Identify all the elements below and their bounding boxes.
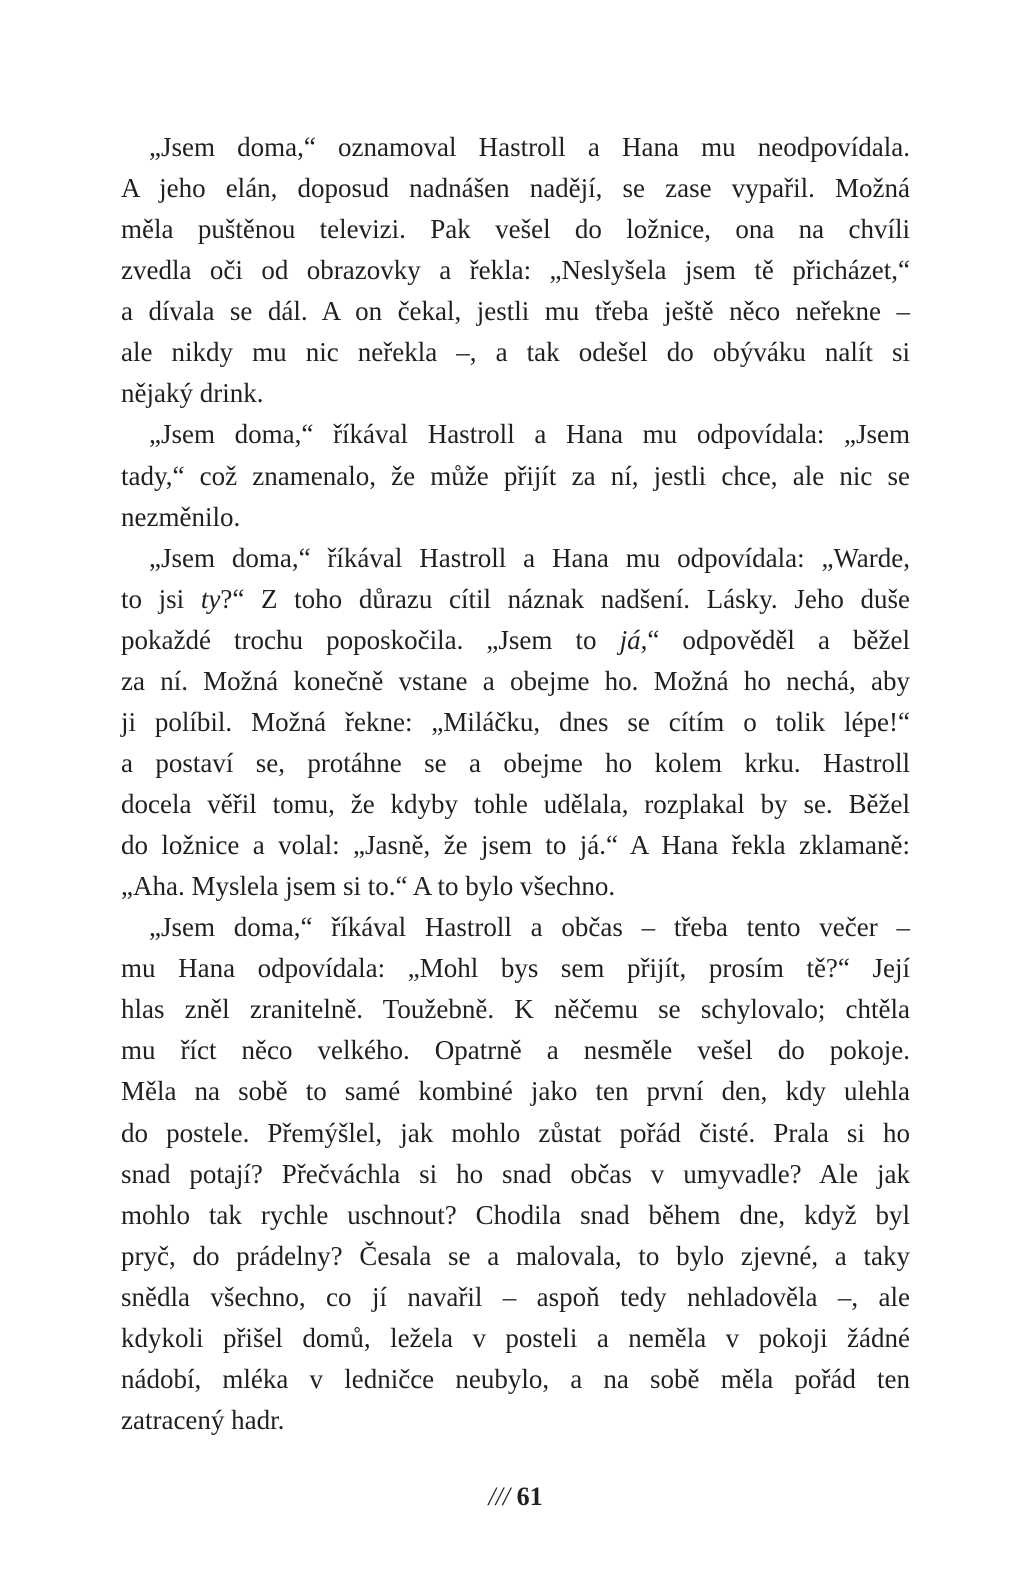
text-line — [121, 784, 910, 825]
book-page-text — [121, 127, 910, 1441]
text-run: mu říct něco velkého. Opatrně a nesměle vešel do pokoje. — [121, 1035, 910, 1066]
page-number: 61 — [516, 1482, 543, 1511]
text-line — [121, 1400, 910, 1441]
text-line — [121, 1318, 910, 1359]
text-run: mu Hana odpovídala: „Mohl bys sem přijít, prosím tě?“ Její — [121, 953, 910, 984]
text-line — [121, 250, 910, 291]
text-run: nádobí, mléka v ledničce neubylo, a na sobě měla pořád ten — [121, 1363, 910, 1394]
text-run: „Jsem doma,“ říkával Hastroll a Hana mu odpovídala: „Jsem — [149, 419, 910, 450]
text-run: mohlo tak rychle uschnout? Chodila snad během dne, když byl — [121, 1199, 910, 1230]
text-run: hlas zněl zranitelně. Toužebně. K něčemu se schylovalo; chtěla — [121, 994, 910, 1025]
paragraph — [121, 907, 910, 1441]
text-run: „Aha. Myslela jsem si to.“ A to bylo všechno. — [121, 871, 616, 902]
text-run: ale nikdy mu nic neřekla –, a tak odešel do obýváku nalít si — [121, 337, 910, 368]
text-run: a dívala se dál. A on čekal, jestli mu třeba ještě něco neřekne – — [121, 296, 910, 327]
text-run: za ní. Možná konečně vstane a obejme ho. Možná ho nechá, aby — [121, 665, 910, 696]
text-run: do ložnice a volal: „Jasně, že jsem to já.“ A Hana řekla zklamaně: — [121, 830, 910, 861]
text-run: nějaký drink. — [121, 378, 264, 409]
text-run: pokaždé trochu poposkočila. „Jsem to — [121, 624, 620, 655]
text-run: zatracený hadr. — [121, 1404, 285, 1435]
text-line — [121, 373, 910, 414]
text-run: to jsi — [121, 583, 201, 614]
text-line — [121, 1113, 910, 1154]
text-line — [121, 620, 910, 661]
text-run: do postele. Přemýšlel, jak mohlo zůstat pořád čisté. Prala si ho — [121, 1117, 910, 1148]
text-run: pryč, do prádelny? Česala se a malovala, to bylo zjevné, a taky — [121, 1240, 910, 1271]
text-line — [121, 332, 910, 373]
text-run: a postaví se, protáhne se a obejme ho kolem krku. Hastroll — [121, 747, 910, 778]
text-run: docela věřil tomu, že kdyby tohle udělala, rozplakal by se. Běžel — [121, 789, 910, 819]
text-line — [121, 1195, 910, 1236]
text-line — [121, 702, 910, 743]
text-line — [121, 825, 910, 866]
text-run: snědla všechno, co jí navařil – aspoň tedy nehladověla –, ale — [121, 1281, 910, 1312]
text-run: ?“ Z toho důrazu cítil náznak nadšení. Lásky. Jeho duše — [220, 583, 910, 614]
text-line — [121, 456, 910, 497]
paragraph — [121, 127, 910, 414]
text-run: „Jsem doma,“ oznamoval Hastroll a Hana mu neodpovídala. — [149, 132, 910, 162]
text-line — [121, 1071, 910, 1112]
text-line — [121, 866, 910, 907]
text-line — [121, 538, 910, 579]
text-line — [121, 127, 910, 168]
text-run: nezměnilo. — [121, 501, 241, 532]
italic-emphasis: já — [619, 624, 641, 655]
text-line — [121, 497, 910, 538]
text-run: A jeho elán, doposud nadnášen nadějí, se zase vypařil. Možná — [121, 173, 910, 204]
text-run: Měla na sobě to samé kombiné jako ten první den, kdy ulehla — [121, 1076, 910, 1107]
text-line — [121, 291, 910, 332]
paragraph — [121, 538, 910, 908]
folio-ornament: /// — [488, 1482, 511, 1511]
text-line — [121, 579, 910, 620]
text-run: zvedla oči od obrazovky a řekla: „Neslyšela jsem tě přicházet,“ — [121, 255, 910, 286]
text-run: snad potají? Přečváchla si ho snad občas v umyvadle? Ale jak — [121, 1158, 910, 1189]
text-line — [121, 907, 910, 948]
text-line — [121, 209, 910, 250]
text-line — [121, 1030, 910, 1071]
text-run: ji políbil. Možná řekne: „Miláčku, dnes se cítím o tolik lépe!“ — [121, 706, 910, 737]
text-run: „Jsem doma,“ říkával Hastroll a Hana mu odpovídala: „Warde, — [149, 542, 910, 573]
text-line — [121, 743, 910, 784]
text-line — [121, 1154, 910, 1195]
text-line — [121, 414, 910, 455]
paragraph — [121, 414, 910, 537]
text-line — [121, 1277, 910, 1318]
text-line — [121, 1236, 910, 1277]
text-line — [121, 168, 910, 209]
text-line — [121, 948, 910, 989]
text-run: ,“ odpověděl a běžel — [640, 624, 910, 655]
text-run: měla puštěnou televizi. Pak vešel do ložnice, ona na chvíli — [121, 214, 910, 245]
text-line — [121, 661, 910, 702]
text-line — [121, 989, 910, 1030]
text-run: kdykoli přišel domů, ležela v posteli a neměla v pokoji žádné — [121, 1322, 910, 1353]
page-footer — [0, 1482, 1031, 1512]
text-run: „Jsem doma,“ říkával Hastroll a občas – třeba tento večer – — [149, 912, 910, 943]
italic-emphasis: ty — [200, 583, 221, 614]
text-run: tady,“ což znamenalo, že může přijít za ní, jestli chce, ale nic se — [121, 460, 910, 491]
text-line — [121, 1359, 910, 1400]
